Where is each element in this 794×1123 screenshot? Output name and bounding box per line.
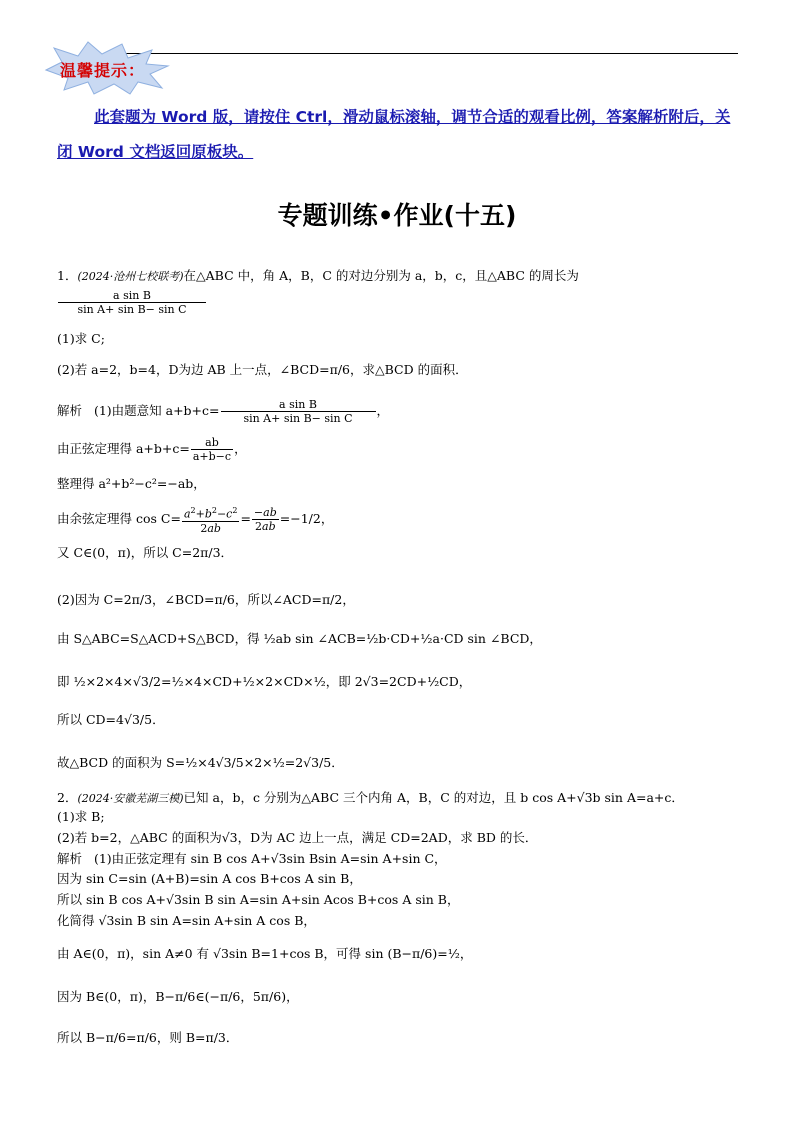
tip-label: 温馨提示： <box>60 61 146 80</box>
q2-number: 2． <box>57 790 78 805</box>
q1-analysis-1: 解析 (1)由题意知 a+b+c= $\frac{\text{a sin B}}{\text{sin A+ sin B− sin C}}$ ， <box>57 398 390 425</box>
page-title: 专题训练•作业(十五) <box>277 201 517 230</box>
q2-analysis-2: 因为 sin C=sin (A+B)=sin A cos B+cos A sin B， <box>57 871 362 886</box>
q2-analysis-7: 所以 B−π/6=π/6，则 B=π/3． <box>57 1030 239 1045</box>
q1-area-result: 故△BCD 的面积为 S=½×4√3/5×2×½=2√3/5． <box>57 755 344 770</box>
q2-analysis-1: 解析 (1)由正弦定理有 sin B cos A+√3sin Bsin A=sin A+sin C， <box>57 851 447 866</box>
q2-stem <box>57 790 684 807</box>
q2-source: (2024·安徽芜湖三模) <box>77 792 184 805</box>
q1-cd-result: 所以 CD=4√3/5． <box>57 712 165 727</box>
q1-part1: (1)求 C; <box>57 331 105 346</box>
q2-analysis-6: 因为 B∈(0，π)，B−π/6∈(−π/6，5π/6)， <box>57 989 299 1004</box>
q1-analysis-label: 解析 <box>57 403 83 418</box>
q2-stem-text: 已知 a，b，c 分别为△ABC 三个内角 A，B，C 的对边，且 b cos A+√3b sin A=a+c． <box>183 790 684 805</box>
q1-number: 1． <box>57 268 78 283</box>
q2-analysis-label: 解析 <box>57 851 83 866</box>
tip-text: 此套题为 Word 版，请按住 Ctrl，滑动鼠标滚轴，调节合适的观看比例，答案解析附后，关闭 Word 文档返回原板块。 <box>57 108 731 161</box>
q2-analysis-5: 由 A∈(0，π)，sin A≠0 有 √3sin B=1+cos B，可得 sin (B−π/6)=½， <box>57 946 473 961</box>
q2-part1: (1)求 B; <box>57 809 105 824</box>
q1-sine-law: 由正弦定理得 a+b+c= $\frac{ab}{a+b-c}$ ， <box>57 436 247 463</box>
q1-cosine-law: 由余弦定理得 cos C= $\frac{a^2+b^2-c^2}{2ab}$ = $\frac{-ab}{2ab}$ =−1/2， <box>57 505 334 535</box>
q2-analysis-3: 所以 sin B cos A+√3sin B sin A=sin A+sin Acos B+cos A sin B， <box>57 892 460 907</box>
q2-part2: (2)若 b=2，△ABC 的面积为√3，D为 AC 边上一点，满足 CD=2AD，求 BD 的长． <box>57 830 538 845</box>
q1-numeric-equation: 即 ½×2×4×√3/2=½×4×CD+½×2×CD×½，即 2√3=2CD+½CD， <box>57 674 472 689</box>
q1-part2-start: (2)因为 C=2π/3，∠BCD=π/6，所以∠ACD=π/2， <box>57 592 355 607</box>
q1-simplify: 整理得 a²+b²−c²=−ab， <box>57 476 206 491</box>
q1-frac-den: sin A+ sin B− sin C <box>58 302 206 316</box>
q1-stem <box>57 268 579 285</box>
q1-stem-text: 在△ABC 中，角 A，B，C 的对边分别为 a，b，c，且△ABC 的周长为 <box>183 268 579 283</box>
header-rule <box>110 53 738 54</box>
tip-notice <box>57 100 741 170</box>
q1-c-result: 又 C∈(0，π)，所以 C=2π/3． <box>57 545 234 560</box>
q1-source: (2024·沧州七校联考) <box>77 270 184 283</box>
q1-area-equation: 由 S△ABC=S△ACD+S△BCD，得 ½ab sin ∠ACB=½b·CD+½a·CD sin ∠BCD， <box>57 631 542 646</box>
q1-frac-num: a sin B <box>113 289 151 302</box>
q1-part2: (2)若 a=2，b=4，D为边 AB 上一点，∠BCD=π/6，求△BCD 的面积． <box>57 362 468 377</box>
q2-analysis-4: 化简得 √3sin B sin A=sin A+sin A cos B， <box>57 913 316 928</box>
q1-stem-fraction <box>57 289 207 316</box>
